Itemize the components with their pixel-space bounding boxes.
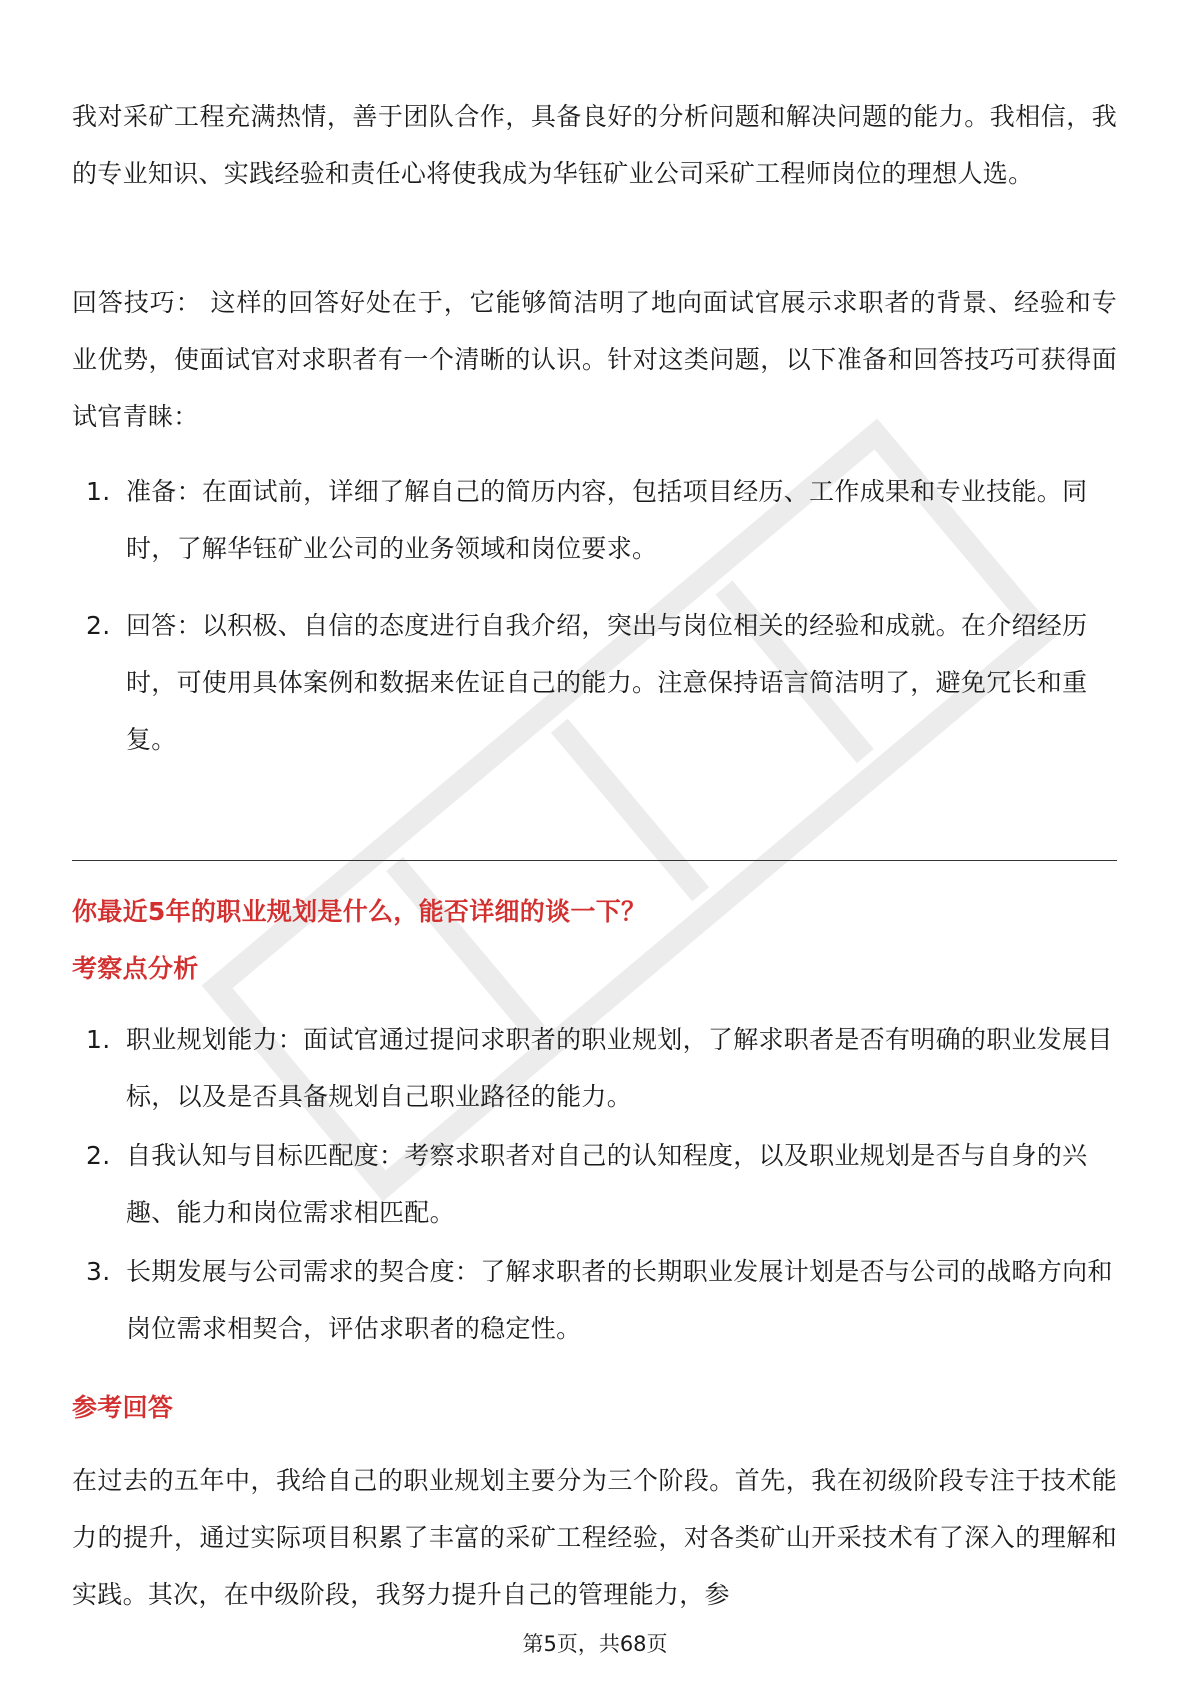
- question-heading: 你最近5年的职业规划是什么，能否详细的谈一下？: [72, 897, 647, 926]
- answer-heading: 参考回答: [72, 1393, 174, 1422]
- list-text: 准备：在面试前，详细了解自己的简历内容，包括项目经历、工作成果和专业技能。同时，了解华钰矿业公司的业务领域和岗位要求。: [126, 477, 1088, 563]
- list-number: 2.: [86, 611, 111, 640]
- intro-paragraph-1: 我对采矿工程充满热情，善于团队合作，具备良好的分析问题和解决问题的能力。我相信，我的专业知识、实践经验和责任心将使我成为华钰矿业公司采矿工程师岗位的理想人选。: [72, 102, 1117, 188]
- list-number: 1.: [86, 1025, 111, 1054]
- list-text: 长期发展与公司需求的契合度：了解求职者的长期职业发展计划是否与公司的战略方向和岗位需求相契合，评估求职者的稳定性。: [126, 1257, 1113, 1343]
- list-item: [86, 463, 1116, 577]
- list-number: 1.: [86, 477, 111, 506]
- section-divider: [72, 860, 1117, 861]
- intro-paragraph-answer-tip: 回答技巧： 这样的回答好处在于，它能够简洁明了地向面试官展示求职者的背景、经验和专业优势，使面试官对求职者有一个清晰的认识。针对这类问题，以下准备和回答技巧可获得面试官青睐：: [72, 288, 1117, 431]
- list-text: 自我认知与目标匹配度：考察求职者对自己的认知程度，以及职业规划是否与自身的兴趣、能力和岗位需求相匹配。: [126, 1141, 1088, 1227]
- list-item: [86, 597, 1116, 768]
- answer-paragraph: 在过去的五年中，我给自己的职业规划主要分为三个阶段。首先，我在初级阶段专注于技术能力的提升，通过实际项目积累了丰富的采矿工程经验，对各类矿山开采技术有了深入的理解和实践。其次，在中级阶段，我努力提升自己的管理能力，参: [72, 1466, 1117, 1609]
- page-footer: 第5页，共68页: [522, 1632, 668, 1656]
- list-item: [86, 1127, 1116, 1241]
- list-text: 职业规划能力：面试官通过提问求职者的职业规划，了解求职者是否有明确的职业发展目标，以及是否具备规划自己职业路径的能力。: [126, 1025, 1113, 1111]
- list-text: 回答：以积极、自信的态度进行自我介绍，突出与岗位相关的经验和成就。在介绍经历时，可使用具体案例和数据来佐证自己的能力。注意保持语言简洁明了，避免冗长和重复。: [126, 611, 1088, 754]
- analysis-heading: 考察点分析: [72, 954, 199, 983]
- list-item: [86, 1011, 1116, 1125]
- list-item: [86, 1243, 1116, 1357]
- list-number: 2.: [86, 1141, 111, 1170]
- list-number: 3.: [86, 1257, 111, 1286]
